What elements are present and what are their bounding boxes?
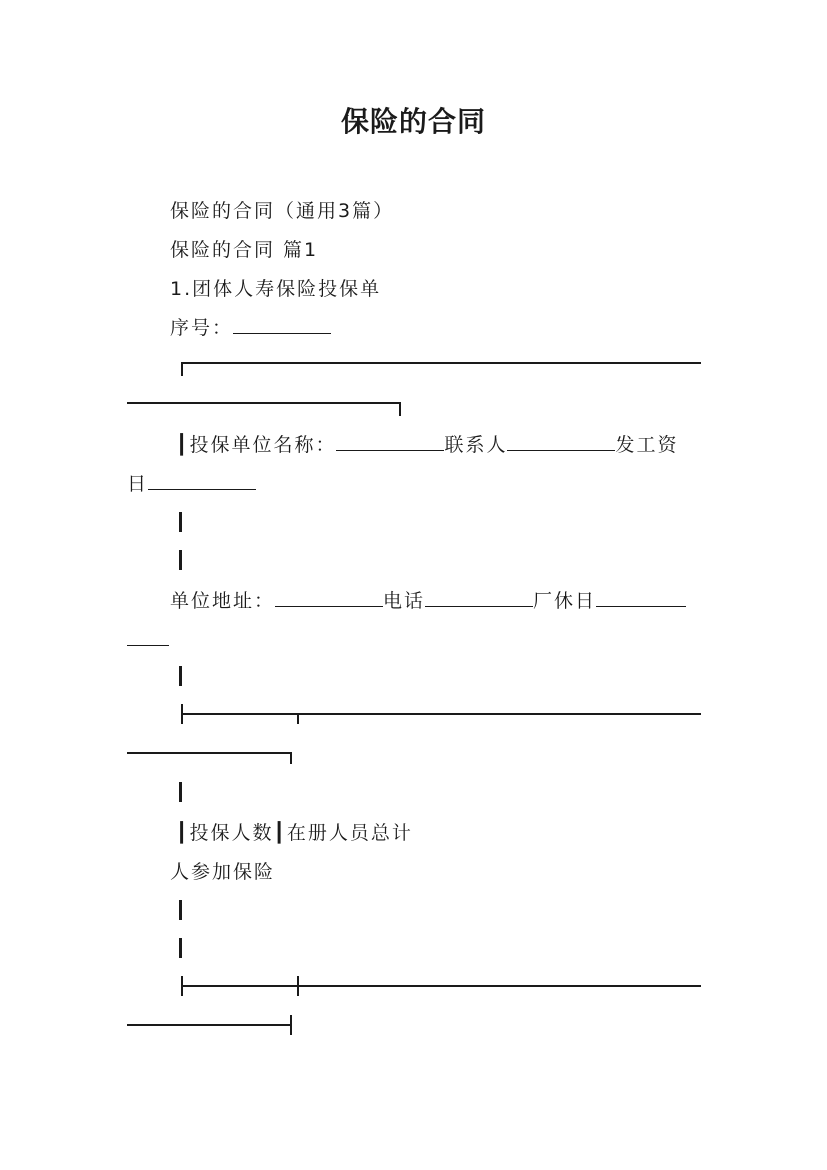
document-heading: 保险的合同（通用3篇） (170, 200, 395, 222)
serial-number-row (170, 315, 331, 341)
table-divider-2-cross (297, 976, 299, 996)
insured-count-row (176, 820, 413, 846)
table-left-border (179, 938, 182, 958)
total-staff-label: 在册人员总计 (286, 822, 413, 844)
serial-label: 序号： (170, 317, 234, 339)
insured-count-label: 投保人数 (189, 822, 274, 844)
table-corner-top-left (181, 362, 183, 376)
table-divider-2-wrap (127, 1024, 292, 1026)
table-cell-border: ┃ (176, 822, 190, 844)
address-blank (275, 588, 383, 607)
unit-name-row (176, 432, 679, 458)
table-divider-1-tee (297, 713, 299, 724)
document-title: 保险的合同 (340, 105, 486, 138)
table-divider-1 (181, 713, 701, 715)
table-left-border (179, 550, 182, 570)
address-row-continued (127, 627, 169, 653)
table-cell-border: ┃ (176, 434, 190, 456)
table-cell-border: ┃ (273, 822, 287, 844)
factory-rest-label: 厂休日 (533, 590, 597, 612)
table-top-border-wrap (127, 402, 401, 404)
table-left-border (179, 512, 182, 532)
form-title: 1.团体人寿保险投保单 (170, 278, 382, 300)
table-divider-2-end (290, 1015, 292, 1035)
address-label: 单位地址： (170, 590, 276, 612)
payday-tail: 日 (127, 473, 149, 495)
table-divider-1-wrap (127, 752, 292, 754)
unit-name-label: 投保单位名称： (189, 434, 337, 456)
payday-label: 发工资 (615, 434, 679, 456)
unit-name-blank (336, 432, 444, 451)
table-divider-1-end (290, 752, 292, 764)
serial-blank (233, 315, 331, 334)
section-heading: 保险的合同 篇1 (170, 239, 319, 261)
table-left-border (179, 900, 182, 920)
contact-label: 联系人 (444, 434, 508, 456)
table-top-border (181, 362, 701, 364)
table-left-border (179, 782, 182, 802)
table-left-border (179, 666, 182, 686)
factory-rest-blank (596, 588, 686, 607)
participating-row: 人参加保险 (170, 861, 276, 883)
table-corner-top-right (399, 402, 401, 416)
contact-blank (507, 432, 615, 451)
phone-blank (425, 588, 533, 607)
unit-name-row-continued (127, 471, 256, 497)
factory-rest-blank-continued (127, 627, 169, 646)
phone-label: 电话 (383, 590, 426, 612)
address-row (170, 588, 686, 614)
table-divider-2 (181, 985, 701, 987)
payday-blank (148, 471, 256, 490)
